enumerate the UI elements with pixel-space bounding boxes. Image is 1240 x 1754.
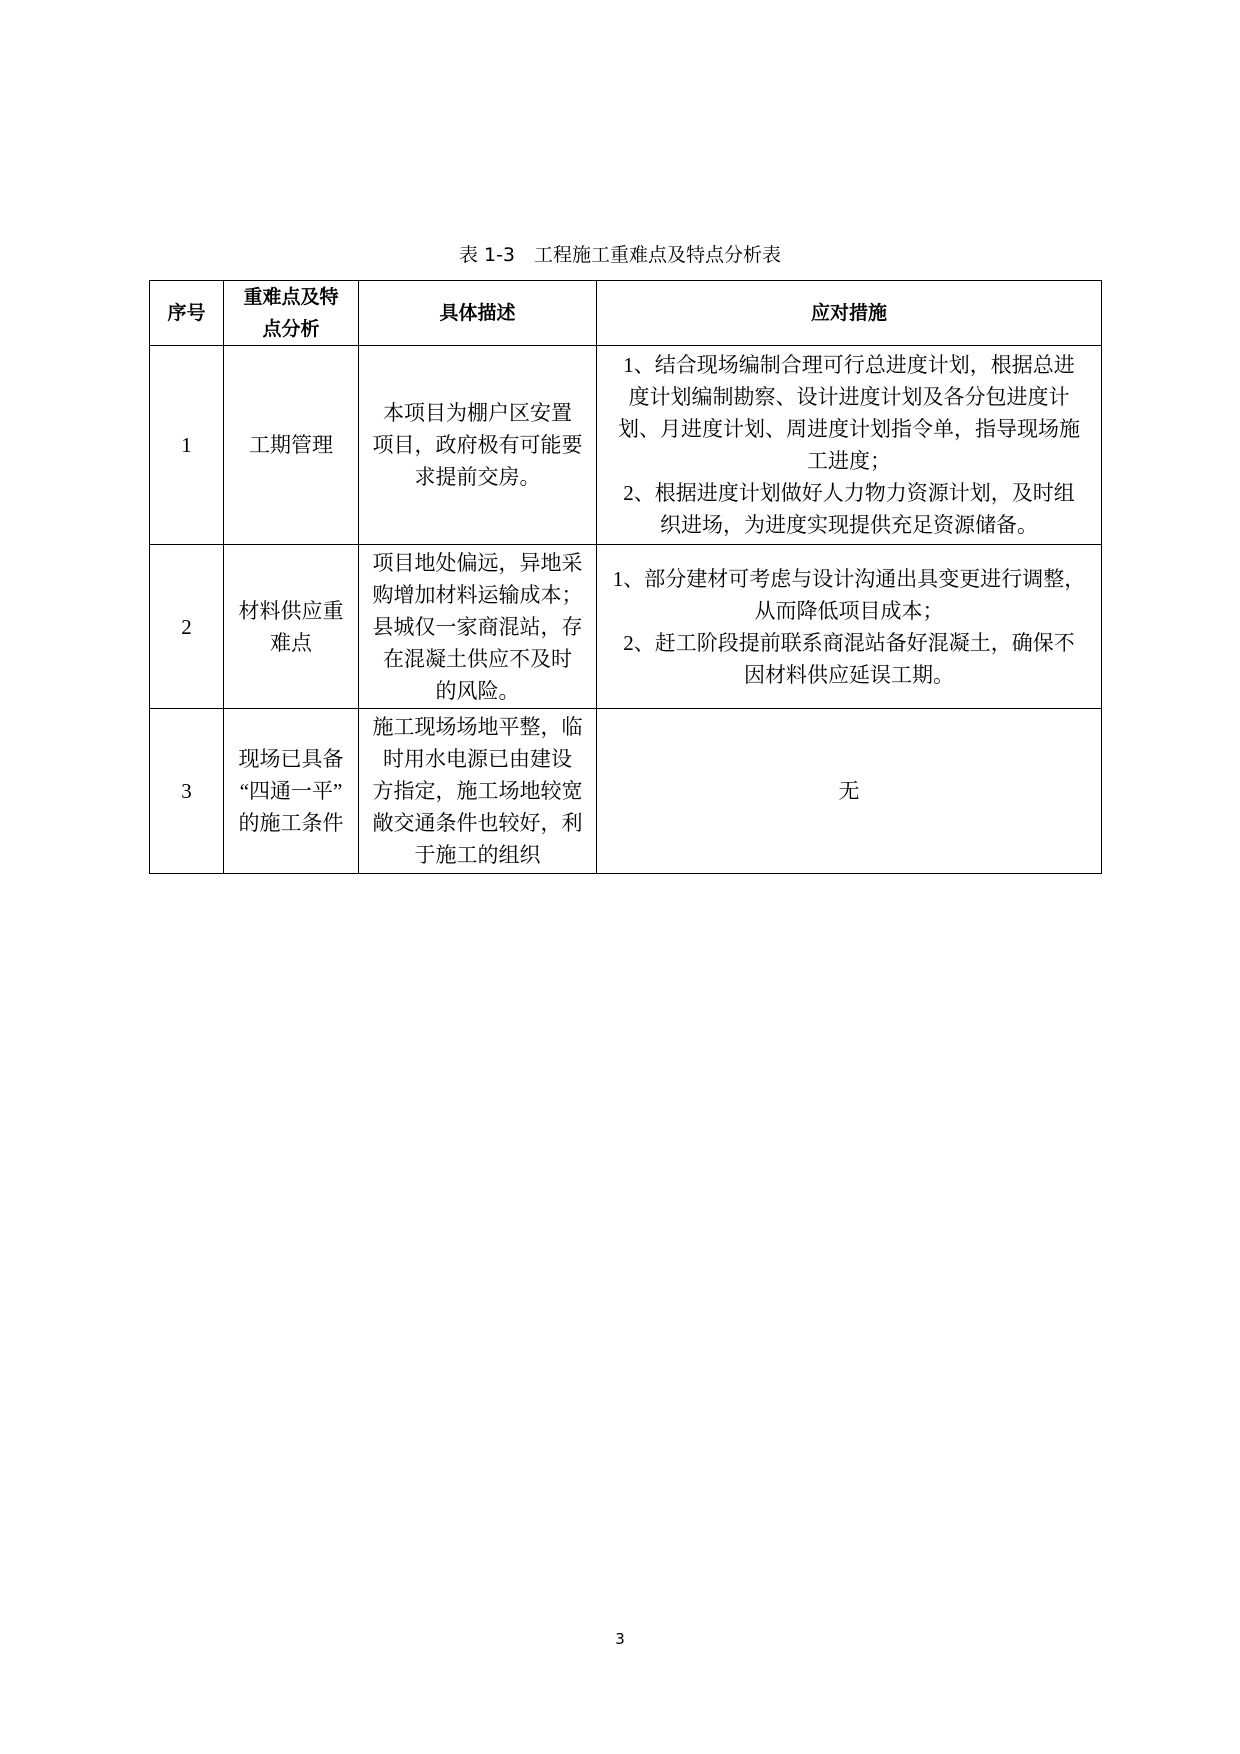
header-desc: 具体描述	[359, 281, 597, 346]
cell-measures	[597, 346, 1102, 545]
header-item	[224, 281, 359, 346]
cell-item-line: 难点	[270, 630, 312, 655]
header-item-line: 重难点及特	[243, 286, 339, 308]
cell-measures-line: 无	[838, 779, 860, 803]
cell-item-line: “四通一平”	[239, 779, 343, 803]
cell-desc	[359, 709, 597, 874]
cell-item	[224, 545, 359, 709]
cell-desc-line: 项目地处偏远，异地采	[372, 550, 583, 575]
table-row	[150, 346, 1102, 545]
cell-desc-line: 的风险。	[435, 678, 520, 703]
cell-item	[224, 709, 359, 874]
cell-desc	[359, 545, 597, 709]
cell-desc-line: 方指定，施工场地较宽	[372, 779, 583, 803]
cell-desc-line: 施工现场场地平整，临	[372, 715, 583, 739]
cell-desc-line: 求提前交房。	[414, 465, 541, 489]
cell-measures-line: 因材料供应延误工期。	[744, 662, 954, 687]
cell-no: 3	[150, 709, 224, 874]
analysis-table	[149, 280, 1102, 874]
cell-desc	[359, 346, 597, 545]
cell-measures-line: 2、赶工阶段提前联系商混站备好混凝土，确保不	[623, 630, 1075, 655]
cell-measures	[597, 545, 1102, 709]
cell-desc-line: 在混凝土供应不及时	[383, 646, 572, 671]
cell-item-line: 工期管理	[249, 433, 333, 457]
page-number: 3	[615, 1630, 625, 1648]
cell-desc-line: 时用水电源已由建设	[383, 747, 572, 771]
cell-desc-line: 敞交通条件也较好，利	[372, 811, 583, 835]
cell-item-line: 材料供应重	[238, 598, 344, 623]
cell-measures-line: 划、月进度计划、周进度计划指令单，指导现场施	[618, 417, 1080, 441]
table-caption: 表 1-3 工程施工重难点及特点分析表	[458, 244, 782, 266]
cell-desc-line: 于施工的组织	[414, 843, 541, 867]
cell-desc-line: 购增加材料运输成本；	[372, 582, 583, 607]
header-measures: 应对措施	[597, 281, 1102, 346]
cell-no: 2	[150, 545, 224, 709]
cell-measures-line: 1、部分建材可考虑与设计沟通出具变更进行调整，	[612, 566, 1086, 591]
table-row	[150, 709, 1102, 874]
cell-item-line: 现场已具备	[238, 747, 344, 771]
cell-measures-line: 1、结合现场编制合理可行总进度计划，根据总进	[623, 353, 1075, 377]
cell-desc-line: 本项目为棚户区安置	[383, 401, 572, 425]
cell-measures	[597, 709, 1102, 874]
table-row	[150, 545, 1102, 709]
cell-measures-line: 度计划编制勘察、设计进度计划及各分包进度计	[628, 385, 1070, 409]
cell-desc-line: 县城仅一家商混站，存	[372, 614, 583, 639]
cell-item-line: 的施工条件	[238, 811, 344, 835]
cell-item	[224, 346, 359, 545]
header-item-line: 点分析	[262, 318, 320, 340]
table-header-row	[150, 281, 1102, 346]
header-no: 序号	[150, 281, 224, 346]
cell-measures-line: 织进场，为进度实现提供充足资源储备。	[660, 513, 1038, 537]
cell-no: 1	[150, 346, 224, 545]
cell-measures-line: 2、根据进度计划做好人力物力资源计划，及时组	[623, 481, 1075, 505]
cell-desc-line: 项目，政府极有可能要	[372, 433, 583, 457]
cell-measures-line: 从而降低项目成本；	[754, 598, 944, 623]
cell-measures-line: 工进度；	[807, 449, 891, 473]
